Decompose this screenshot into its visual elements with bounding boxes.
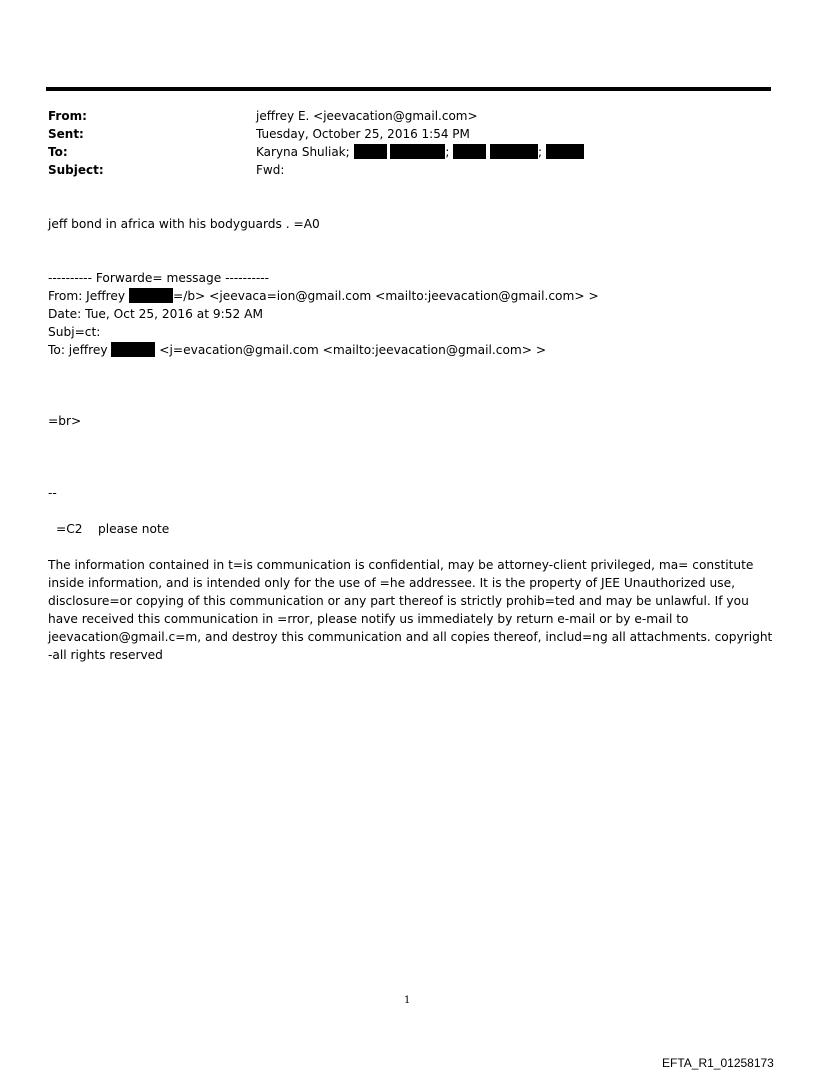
forward-from-prefix: From: Jeffrey <box>48 289 126 303</box>
from-label: From: <box>48 109 87 123</box>
signature-separator: -- <box>48 486 57 500</box>
forward-from-suffix: =/b> <jeevaca=ion@gmail.com <mailto:jeevacation@gmail.com> > <box>173 289 599 303</box>
body-line: jeff bond in africa with his bodyguards . =A0 <box>48 217 320 231</box>
to-separator: ; <box>445 145 450 159</box>
redaction-block <box>453 144 486 159</box>
subject-value: Fwd: <box>256 163 285 177</box>
redaction-block <box>111 342 155 357</box>
forward-date: Date: Tue, Oct 25, 2016 at 9:52 AM <box>48 307 263 321</box>
to-label: To: <box>48 145 68 159</box>
page-number: 1 <box>404 995 411 1006</box>
header-rule <box>46 87 771 91</box>
note-line: =C2 please note <box>56 522 170 536</box>
redaction-block <box>129 288 173 303</box>
forward-from <box>48 287 599 305</box>
redaction-block <box>390 144 445 159</box>
forward-header: ---------- Forwarde= message ---------- <box>48 271 270 285</box>
subject-label: Subject: <box>48 163 104 177</box>
to-separator: ; <box>538 145 543 159</box>
redaction-block <box>546 144 584 159</box>
br-artifact-line: =br> <box>48 414 82 428</box>
redaction-block <box>354 144 387 159</box>
sent-value: Tuesday, October 25, 2016 1:54 PM <box>256 127 470 141</box>
redaction-block <box>490 144 538 159</box>
forward-subject: Subj=ct: <box>48 325 101 339</box>
forward-to-prefix: To: jeffrey <box>48 343 108 357</box>
bates-number: EFTA_R1_01258173 <box>662 1056 774 1070</box>
from-value: jeffrey E. <jeevacation@gmail.com> <box>256 109 478 123</box>
forward-to <box>48 341 546 359</box>
sent-label: Sent: <box>48 127 84 141</box>
forward-to-suffix: <j=evacation@gmail.com <mailto:jeevacation@gmail.com> > <box>159 343 547 357</box>
disclaimer-paragraph: The information contained in t=is communication is confidential, may be attorney-client privileged, ma= constitute inside information, and is intended only for the use of =he addressee. It is the property of JEE Unauthorized use, disclosure=or copying of this communication or any part thereof is strictly prohib=ted and may be unlawful. If you have received this communication in =rror, please notify us immediately by return e-mail or by e-mail to jeevacation@gmail.c=m, and destroy this communication and all copies thereof, includ=ng all attachments. copyright -all rights reserved <box>48 558 773 662</box>
to-recipient-name: Karyna Shuliak; <box>256 145 350 159</box>
to-value <box>256 143 584 161</box>
